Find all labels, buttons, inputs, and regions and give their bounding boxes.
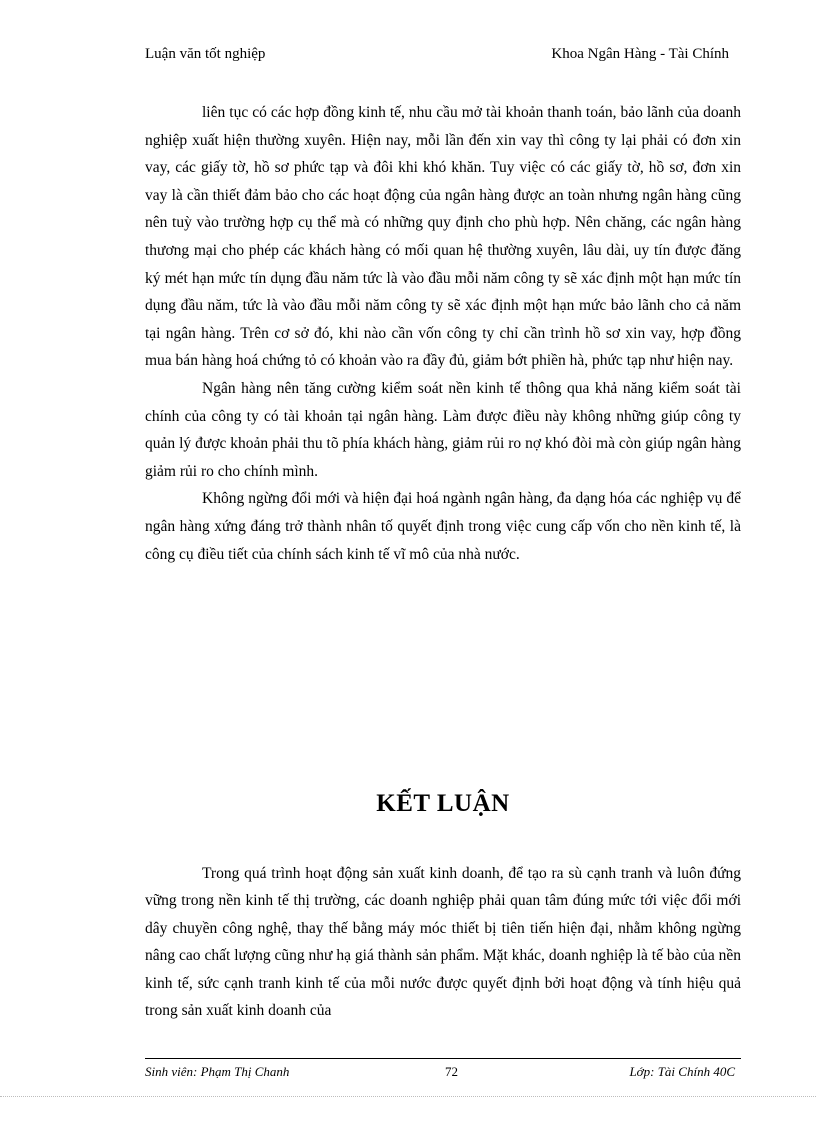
page-header — [145, 46, 735, 68]
header-thesis-label: Luận văn tốt nghiệp — [145, 46, 266, 62]
footer-student: Sinh viên: Phạm Thị Chanh — [145, 1064, 290, 1079]
footer-divider — [145, 1058, 741, 1059]
conclusion-paragraph: Trong quá trình hoạt động sản xuất kinh doanh, để tạo ra sù cạnh tranh và luôn đứng vững trong nền kinh tế thị trường, các doanh nghiệp phải quan tâm đúng mức tới việc đổi mới dây chuyền công nghệ, thay thế bằng máy móc thiết bị tiên tiến hiện đại, nhằm không ngừng nâng cao chất lượng cũng như hạ giá thành sản phẩm. Mặt khác, doanh nghiệp là tế bào của nền kinh tế, sức cạnh tranh kinh tế của mỗi nước được quyết định bởi hoạt động và tính hiệu quả trong sản xuất kinh doanh của — [145, 865, 741, 1020]
page-edge-divider — [0, 1096, 816, 1097]
header-faculty-label: Khoa Ngân Hàng - Tài Chính — [551, 46, 729, 62]
paragraph-1: liên tục có các hợp đồng kinh tế, nhu cầu mở tài khoản thanh toán, bảo lãnh của doanh nghiệp xuất hiện thường xuyên. Hiện nay, mỗi lần đến xin vay thì công ty lại phải có đơn xin vay, các giấy tờ, hồ sơ phức tạp và đôi khi khó khăn. Tuy việc có các giấy tờ, hồ sơ, đơn xin vay là cần thiết đảm bảo cho các hoạt động của ngân hàng được an toàn nhưng ngân hàng cũng nên tuỳ vào trường hợp cụ thể mà có những quy định cho phù hợp. Nên chăng, các ngân hàng thương mại cho phép các khách hàng có mối quan hệ thường xuyên, lâu dài, uy tín được đăng ký mét hạn mức tín dụng đầu năm tức là vào đầu mỗi năm công ty sẽ xác định một hạn mức tín dụng đầu năm, tức là vào đầu mỗi năm công ty sẽ xác định một hạn mức bảo lãnh cho cả năm tại ngân hàng. Trên cơ sở đó, khi nào cần vốn công ty chỉ cần trình hồ sơ xin vay, hợp đồng mua bán hàng hoá chứng tỏ có khoản vào ra đầy đủ, giảm bớt phiền hà, phức tạp như hiện nay. — [145, 104, 741, 370]
body-text — [145, 99, 741, 568]
footer-class: Lớp: Tài Chính 40C — [629, 1064, 735, 1079]
section-title: KẾT LUẬN — [376, 790, 510, 817]
page-footer — [145, 1064, 741, 1084]
paragraph-3: Không ngừng đổi mới và hiện đại hoá ngành ngân hàng, đa dạng hóa các nghiệp vụ để ngân hàng xứng đáng trở thành nhân tố quyết định trong việc cung cấp vốn cho nền kinh tế, là công cụ điều tiết của chính sách kinh tế vĩ mô của nhà nước. — [145, 490, 741, 563]
footer-page-number: 72 — [445, 1064, 458, 1079]
conclusion-text — [145, 860, 741, 1024]
paragraph-2: Ngân hàng nên tăng cường kiểm soát nền kinh tế thông qua khả năng kiểm soát tài chính của công ty có tài khoản tại ngân hàng. Làm được điều này không những giúp công ty quản lý được khoản phải thu tõ phía khách hàng, giảm rủi ro nợ khó đòi mà còn giúp ngân hàng giảm rủi ro cho chính mình. — [145, 379, 741, 480]
